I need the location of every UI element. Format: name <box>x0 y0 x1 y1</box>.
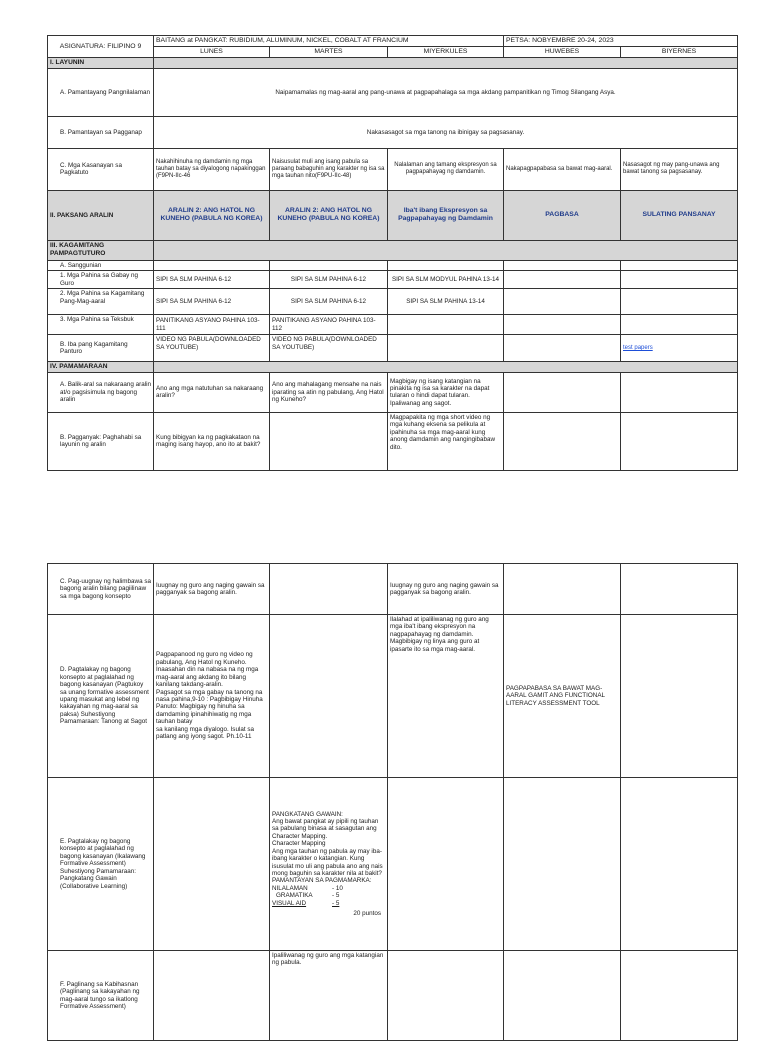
pagganyak-biyernes <box>621 412 738 470</box>
section-fill <box>154 58 738 69</box>
kasanayan-martes: Naisusulat muli ang isang pabula sa paraang babaguhin ang karakter ng isa sa mga tauhan nito(F9PU-IIc-48) <box>270 148 388 190</box>
text-pamantayang-pangnilalaman: Naipamamalas ng mag-aaral ang pang-unawa at pagpapahalaga sa mga akdang pampanitikan ng Timog Silangang Asya. <box>154 68 738 116</box>
balik-aral-biyernes <box>621 372 738 412</box>
header-row-top <box>48 36 738 47</box>
paksa-huwebes: PAGBASA <box>504 190 621 240</box>
rubric-name: NILALAMAN <box>272 884 308 892</box>
day-header-huwebes: HUWEBES <box>504 47 621 58</box>
pag-uugnay-biyernes <box>621 564 738 615</box>
teksbuk-biyernes <box>621 315 738 335</box>
iba-biyernes <box>621 335 738 362</box>
pagganyak-miyerkules: Magpapakita ng mga short video ng mga kuhang eksena sa pelikula at ipahinuha sa mga mag-aaral kung anong damdamin ang nangingibabaw dito. <box>388 412 504 470</box>
teksbuk-lunes: PANITIKANG ASYANO PAHINA 103-111 <box>154 315 270 335</box>
row-pag-uugnay <box>48 564 738 615</box>
rubric-name: GRAMATIKA <box>276 892 313 900</box>
pag-uugnay-lunes: Iuugnay ng guro ang naging gawain sa pagganyak sa bagong aralin. <box>154 564 270 615</box>
cell-empty <box>388 260 504 270</box>
row-paglinang <box>48 951 738 1041</box>
day-header-lunes: LUNES <box>154 47 270 58</box>
dll-table-page2 <box>47 563 738 1041</box>
rubric-points: - 5 <box>332 899 340 907</box>
row-kagamitang-mag-aaral <box>48 289 738 315</box>
label-sanggunian: A. Sanggunian <box>48 260 154 270</box>
pag-uugnay-miyerkules: Iuugnay ng guro ang naging gawain sa pagganyak sa bagong aralin. <box>388 564 504 615</box>
iba-lunes: VIDEO NG PABULA(DOWNLOADED SA YOUTUBE) <box>154 335 270 362</box>
label-kagamitang-mag-aaral: 2. Mga Pahina sa Kagamitang Pang-Mag-aaral <box>48 289 154 315</box>
balik-aral-lunes: Ano ang mga natutuhan sa nakaraang aralin? <box>154 372 270 412</box>
row-pagtalakay-e <box>48 778 738 951</box>
row-iba-pang-kagamitan <box>48 335 738 362</box>
cell-empty <box>504 951 621 1041</box>
pagganyak-huwebes <box>504 412 621 470</box>
dll-table-page1 <box>47 35 738 471</box>
pagtalakay-e-martes <box>270 778 388 951</box>
cell-empty <box>388 951 504 1041</box>
row-pamantayan-pagganap <box>48 116 738 148</box>
kagamitang-biyernes <box>621 289 738 315</box>
section-layunin <box>48 58 738 69</box>
rubric-row <box>272 892 385 899</box>
pagganyak-martes <box>270 412 388 470</box>
gabay-miyerkules: SIPI SA SLM MODYUL PAHINA 13-14 <box>388 271 504 289</box>
teksbuk-miyerkules <box>388 315 504 335</box>
pagtalakay-d-huwebes: PAGPAPABASA SA BAWAT MAG-AARAL GAMIT ANG FUNCTIONAL LITERACY ASSESSMENT TOOL <box>504 615 621 778</box>
kagamitang-lunes: SIPI SA SLM PAHINA 6-12 <box>154 289 270 315</box>
teksbuk-martes: PANITIKANG ASYANO PAHINA 103-112 <box>270 315 388 335</box>
gabay-huwebes <box>504 271 621 289</box>
paksa-miyerkules: Iba't ibang Ekspresyon sa Pagpapahayag ng Damdamin <box>388 190 504 240</box>
iba-miyerkules <box>388 335 504 362</box>
cell-empty <box>621 615 738 778</box>
label-iba-pang-kagamitan: B. Iba pang Kagamitang Panturo <box>48 335 154 362</box>
row-pamantayang-pangnilalaman <box>48 68 738 116</box>
cell-empty <box>621 951 738 1041</box>
kasanayan-miyerkules: Nalalaman ang tamang ekspresyon sa pagpapahayag ng damdamin. <box>388 148 504 190</box>
day-header-biyernes: BIYERNES <box>621 47 738 58</box>
pagtalakay-d-lunes: Pagpapanood ng guro ng video ng pabulang, Ang Hatol ng Kuneho. Inaasahan din na nabasa na ng mga mag-aaral ang akdang ito bilang kanilang takdang-aralin. Pagsagot sa mga gabay na tanong na nasa pahina,9-10 : Pagbibigay Hinuha Panuto: Magbigay ng hinuha sa damdaming ipinahihiwatig ng mga tauhan batay sa kanilang mga diyalogo. Isulat sa patlang ang iyong sagot. Ph.10-11 <box>154 615 270 778</box>
kasanayan-huwebes: Nakapagpapabasa sa bawat mag-aaral. <box>504 148 621 190</box>
text-pamantayan-pagganap: Nakasasagot sa mga tanong na ibinigay sa pagsasanay. <box>154 116 738 148</box>
row-balik-aral <box>48 372 738 412</box>
pagganyak-lunes: Kung bibigyan ka ng pagkakataon na maging isang hayop, ano ito at bakit? <box>154 412 270 470</box>
rubric-row <box>272 900 385 907</box>
paglinang-martes: Ipaliliwanag ng guro ang mga katangian ng pabula. <box>270 951 388 1041</box>
kagamitang-huwebes <box>504 289 621 315</box>
cell-empty <box>504 260 621 270</box>
cell-empty <box>388 778 504 951</box>
gabay-martes: SIPI SA SLM PAHINA 6-12 <box>270 271 388 289</box>
section-title-pamamaraan: IV. PAMAMARAAN <box>48 362 154 373</box>
label-teksbuk: 3. Mga Pahina sa Teksbuk <box>48 315 154 335</box>
rubric-name: VISUAL AID <box>272 899 307 907</box>
cell-empty <box>270 615 388 778</box>
pagtalakay-d-miyerkules: Ilalahad at ipaliliwanag ng guro ang mga iba't ibang ekspresyon na nagpapahayag ng damdamin. Magbibigay ng linya ang guro at ipasarte ito sa mga mag-aaral. <box>388 615 504 778</box>
row-kasanayan <box>48 148 738 190</box>
label-kasanayan: C. Mga Kasanayan sa Pagkatuto <box>48 148 154 190</box>
cell-empty <box>154 260 270 270</box>
section-fill <box>154 362 738 373</box>
day-header-miyerkules: MIYERKULES <box>388 47 504 58</box>
rubric-points: - 5 <box>332 892 340 900</box>
row-teksbuk <box>48 315 738 335</box>
row-gabay-guro <box>48 271 738 289</box>
balik-aral-miyerkules: Magbigay ng isang katangian na pinakita ng isa sa karakter na dapat tularan o hindi dapat tularan. Ipaliwanag ang sagot. <box>388 372 504 412</box>
pag-uugnay-martes <box>270 564 388 615</box>
balik-aral-martes: Ano ang mahalagang mensahe na nais iparating sa atin ng pabulang, Ang Hatol ng Kuneho? <box>270 372 388 412</box>
row-sanggunian <box>48 260 738 270</box>
balik-aral-huwebes <box>504 372 621 412</box>
row-pagganyak <box>48 412 738 470</box>
kasanayan-lunes: Nakahihinuha ng damdamin ng mga tauhan batay sa diyalogong napakinggan (F9PN-IIc-46 <box>154 148 270 190</box>
label-pagtalakay-d: D. Pagtalakay ng bagong konsepto at paglalahad ng bagong kasanayan (Pagtukoy sa unang formative assessment upang masukat ang lebel ng kakayahan ng mag-aaral sa paksa) Suhestiyong Pamamaraan: Tanong at Sagot <box>48 615 154 778</box>
paksa-martes: ARALIN 2: ANG HATOL NG KUNEHO (PABULA NG KOREA) <box>270 190 388 240</box>
subject-cell: ASIGNATURA: FILIPINO 9 <box>48 36 154 58</box>
label-paksang-aralin: II. PAKSANG ARALIN <box>48 190 154 240</box>
kagamitang-martes: SIPI SA SLM PAHINA 6-12 <box>270 289 388 315</box>
section-fill <box>154 240 738 260</box>
label-balik-aral: A. Balik-aral sa nakaraang aralin at/o pagsisimula ng bagong aralin <box>48 372 154 412</box>
section-title-layunin: I. LAYUNIN <box>48 58 154 69</box>
rubric-points: - 10 <box>332 884 343 892</box>
label-pag-uugnay: C. Pag-uugnay ng halimbawa sa bagong aralin bilang pagiilinaw sa mga bagong konsepto <box>48 564 154 615</box>
row-pagtalakay-d <box>48 615 738 778</box>
gabay-lunes: SIPI SA SLM PAHINA 6-12 <box>154 271 270 289</box>
label-pagganyak: B. Pagganyak: Paghahabi sa layunin ng aralin <box>48 412 154 470</box>
label-pagtalakay-e: E. Pagtalakay ng bagong konsepto at paglalahad ng bagong kasanayan (Ikalawang Formative Assessment) Suhestiyong Pamamaraan: Pangkatang Gawain (Collaborative Learning) <box>48 778 154 951</box>
gabay-biyernes <box>621 271 738 289</box>
cell-empty <box>504 778 621 951</box>
day-header-martes: MARTES <box>270 47 388 58</box>
label-paglinang: F. Paglinang sa Kabihasnan (Paglinang sa kakayahan ng mag-aaral tungo sa ikatlong Formative Assessment) <box>48 951 154 1041</box>
cell-empty <box>621 778 738 951</box>
label-pamantayan-pagganap: B. Pamantayan sa Pagganap <box>48 116 154 148</box>
kasanayan-biyernes: Nasasagot ng may pang-unawa ang bawat tanong sa pagsasanay. <box>621 148 738 190</box>
row-paksang-aralin <box>48 190 738 240</box>
kagamitang-miyerkules: SIPI SA SLM PAHINA 13-14 <box>388 289 504 315</box>
grade-section-cell: BAITANG at PANGKAT: RUBIDIUM, ALUMINUM, NICKEL, COBALT AT FRANCIUM <box>154 36 504 47</box>
iba-martes: VIDEO NG PABULA(DOWNLOADED SA YOUTUBE) <box>270 335 388 362</box>
paksa-lunes: ARALIN 2: ANG HATOL NG KUNEHO (PABULA NG KOREA) <box>154 190 270 240</box>
teksbuk-huwebes <box>504 315 621 335</box>
label-pamantayang-pangnilalaman: A. Pamantayang Pangnilalaman <box>48 68 154 116</box>
rubric-total: 20 puntos <box>353 910 381 918</box>
cell-empty <box>270 260 388 270</box>
label-gabay-guro: 1. Mga Pahina sa Gabay ng Guro <box>48 271 154 289</box>
pangkatang-gawain-text: PANGKATANG GAWAIN: Ang bawat pangkat ay pipili ng tauhan sa pabulang binasa at sasagutan ang Character Mapping. Character Mapping Ang mga tauhan ng pabula ay may iba-ibang karakter o katangian. Kung isusulat mo uli ang pabula ano ang nais mong baguhin sa karakter nila at bakit? PAMANTAYAN SA PAGMAMARKA: <box>272 810 383 885</box>
rubric-row <box>272 885 385 892</box>
pag-uugnay-huwebes <box>504 564 621 615</box>
iba-huwebes <box>504 335 621 362</box>
cell-empty <box>154 951 270 1041</box>
test-papers-link[interactable]: test papers <box>623 345 653 352</box>
cell-empty <box>621 260 738 270</box>
section-title-kagamitan: III. KAGAMITANG PAMPAGTUTURO <box>48 240 154 260</box>
section-kagamitan <box>48 240 738 260</box>
section-pamamaraan <box>48 362 738 373</box>
date-cell: PETSA: NOBYEMBRE 20-24, 2023 <box>504 36 738 47</box>
cell-empty <box>154 778 270 951</box>
paksa-biyernes: SULATING PANSANAY <box>621 190 738 240</box>
